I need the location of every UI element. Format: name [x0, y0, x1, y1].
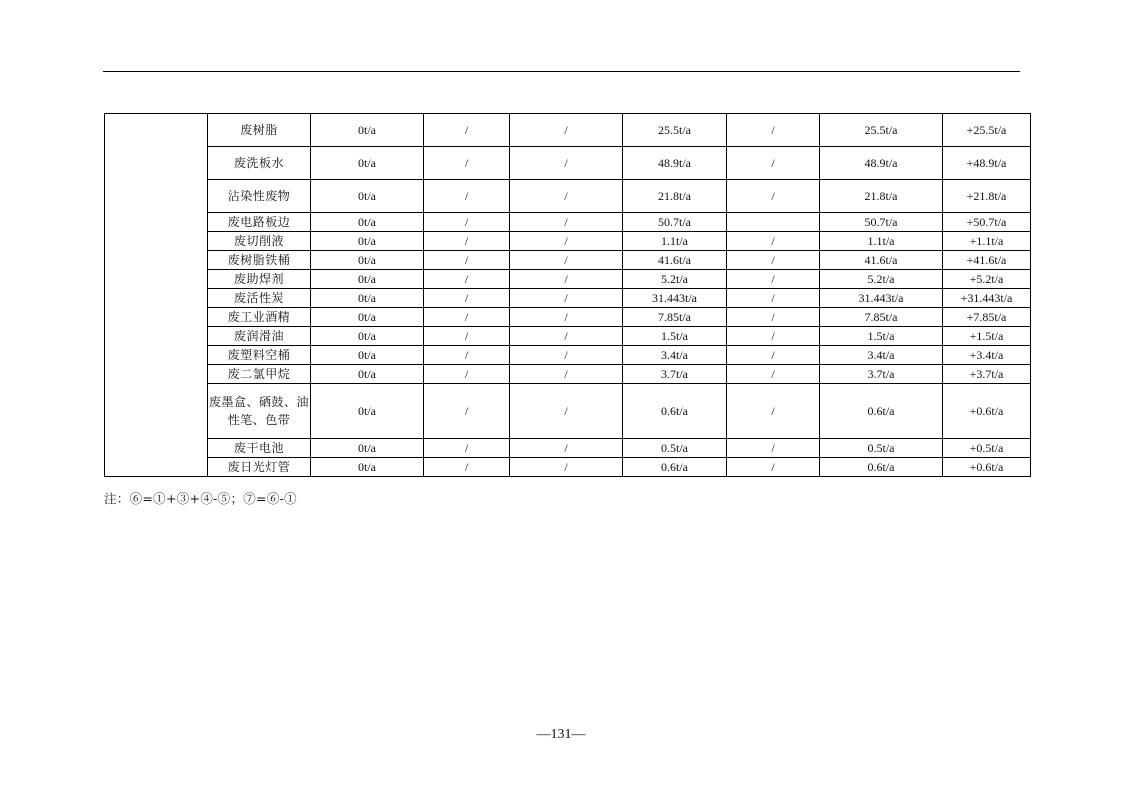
waste-name-cell: 废干电池 [208, 439, 311, 458]
total-amount-cell: 3.4t/a [820, 346, 943, 365]
baseline-amount-cell: 0t/a [311, 365, 424, 384]
waste-name-cell: 废工业酒精 [208, 308, 311, 327]
col3-cell: / [510, 251, 623, 270]
baseline-amount-cell: 0t/a [311, 147, 424, 180]
change-amount-cell: +5.2t/a [943, 270, 1031, 289]
col5-cell: / [727, 327, 820, 346]
total-amount-cell: 48.9t/a [820, 147, 943, 180]
col3-cell: / [510, 147, 623, 180]
table-row [105, 289, 1031, 308]
total-amount-cell: 0.6t/a [820, 458, 943, 477]
waste-name-cell: 废洗板水 [208, 147, 311, 180]
col3-cell: / [510, 114, 623, 147]
waste-name-cell: 废切削液 [208, 232, 311, 251]
baseline-amount-cell: 0t/a [311, 458, 424, 477]
project-amount-cell: 5.2t/a [623, 270, 727, 289]
total-amount-cell: 25.5t/a [820, 114, 943, 147]
baseline-amount-cell: 0t/a [311, 439, 424, 458]
col2-cell: / [424, 458, 510, 477]
col5-cell: / [727, 270, 820, 289]
change-amount-cell: +1.1t/a [943, 232, 1031, 251]
waste-name-cell: 废助焊剂 [208, 270, 311, 289]
col5-cell: / [727, 147, 820, 180]
col3-cell: / [510, 180, 623, 213]
change-amount-cell: +7.85t/a [943, 308, 1031, 327]
project-amount-cell: 31.443t/a [623, 289, 727, 308]
header-rule [103, 71, 1020, 72]
project-amount-cell: 3.7t/a [623, 365, 727, 384]
project-amount-cell: 0.5t/a [623, 439, 727, 458]
project-amount-cell: 1.1t/a [623, 232, 727, 251]
waste-name-cell: 沾染性废物 [208, 180, 311, 213]
col2-cell: / [424, 365, 510, 384]
total-amount-cell: 1.5t/a [820, 327, 943, 346]
waste-table-body [105, 114, 1031, 477]
baseline-amount-cell: 0t/a [311, 289, 424, 308]
change-amount-cell: +41.6t/a [943, 251, 1031, 270]
project-amount-cell: 21.8t/a [623, 180, 727, 213]
col2-cell: / [424, 114, 510, 147]
waste-name-cell: 废树脂 [208, 114, 311, 147]
project-amount-cell: 7.85t/a [623, 308, 727, 327]
waste-table [104, 113, 1031, 477]
table-row [105, 251, 1031, 270]
total-amount-cell: 0.6t/a [820, 384, 943, 439]
change-amount-cell: +25.5t/a [943, 114, 1031, 147]
waste-name-cell: 废日光灯管 [208, 458, 311, 477]
col2-cell: / [424, 213, 510, 232]
col2-cell: / [424, 180, 510, 213]
change-amount-cell: +50.7t/a [943, 213, 1031, 232]
change-amount-cell: +1.5t/a [943, 327, 1031, 346]
waste-name-cell: 废电路板边 [208, 213, 311, 232]
change-amount-cell: +3.7t/a [943, 365, 1031, 384]
col3-cell: / [510, 365, 623, 384]
col2-cell: / [424, 439, 510, 458]
col3-cell: / [510, 308, 623, 327]
total-amount-cell: 1.1t/a [820, 232, 943, 251]
total-amount-cell: 50.7t/a [820, 213, 943, 232]
baseline-amount-cell: 0t/a [311, 213, 424, 232]
table-row [105, 147, 1031, 180]
col2-cell: / [424, 289, 510, 308]
total-amount-cell: 41.6t/a [820, 251, 943, 270]
col5-cell: / [727, 232, 820, 251]
total-amount-cell: 31.443t/a [820, 289, 943, 308]
project-amount-cell: 1.5t/a [623, 327, 727, 346]
table-note: 注：⑥=①+③+④-⑤；⑦=⑥-① [104, 491, 297, 506]
col5-cell: / [727, 308, 820, 327]
waste-name-cell: 废树脂铁桶 [208, 251, 311, 270]
baseline-amount-cell: 0t/a [311, 180, 424, 213]
col5-cell: / [727, 180, 820, 213]
change-amount-cell: +48.9t/a [943, 147, 1031, 180]
change-amount-cell: +0.6t/a [943, 458, 1031, 477]
table-row [105, 308, 1031, 327]
col5-cell: / [727, 289, 820, 308]
col3-cell: / [510, 458, 623, 477]
project-amount-cell: 50.7t/a [623, 213, 727, 232]
baseline-amount-cell: 0t/a [311, 270, 424, 289]
page-number: —131— [536, 727, 586, 742]
total-amount-cell: 3.7t/a [820, 365, 943, 384]
table-row [105, 346, 1031, 365]
waste-name-cell: 废塑料空桶 [208, 346, 311, 365]
table-row [105, 232, 1031, 251]
project-amount-cell: 41.6t/a [623, 251, 727, 270]
total-amount-cell: 5.2t/a [820, 270, 943, 289]
category-cell [105, 114, 208, 477]
col3-cell: / [510, 384, 623, 439]
col5-cell: / [727, 384, 820, 439]
table-row [105, 439, 1031, 458]
baseline-amount-cell: 0t/a [311, 251, 424, 270]
col2-cell: / [424, 251, 510, 270]
total-amount-cell: 21.8t/a [820, 180, 943, 213]
col2-cell: / [424, 232, 510, 251]
waste-name-cell: 废润滑油 [208, 327, 311, 346]
baseline-amount-cell: 0t/a [311, 327, 424, 346]
total-amount-cell: 7.85t/a [820, 308, 943, 327]
baseline-amount-cell: 0t/a [311, 232, 424, 251]
project-amount-cell: 0.6t/a [623, 384, 727, 439]
change-amount-cell: +3.4t/a [943, 346, 1031, 365]
baseline-amount-cell: 0t/a [311, 384, 424, 439]
project-amount-cell: 3.4t/a [623, 346, 727, 365]
total-amount-cell: 0.5t/a [820, 439, 943, 458]
col2-cell: / [424, 327, 510, 346]
table-row [105, 384, 1031, 439]
col2-cell: / [424, 308, 510, 327]
col3-cell: / [510, 232, 623, 251]
col3-cell: / [510, 346, 623, 365]
table-row [105, 327, 1031, 346]
table-row [105, 458, 1031, 477]
table-row [105, 114, 1031, 147]
waste-name-cell: 废二氯甲烷 [208, 365, 311, 384]
col3-cell: / [510, 439, 623, 458]
waste-name-cell: 废活性炭 [208, 289, 311, 308]
change-amount-cell: +0.6t/a [943, 384, 1031, 439]
col5-cell: / [727, 346, 820, 365]
col5-cell: / [727, 458, 820, 477]
table-row [105, 213, 1031, 232]
change-amount-cell: +21.8t/a [943, 180, 1031, 213]
change-amount-cell: +0.5t/a [943, 439, 1031, 458]
project-amount-cell: 48.9t/a [623, 147, 727, 180]
table-row [105, 180, 1031, 213]
col3-cell: / [510, 327, 623, 346]
col5-cell: / [727, 114, 820, 147]
col3-cell: / [510, 289, 623, 308]
col5-cell [727, 213, 820, 232]
waste-name-cell: 废墨盒、硒鼓、油性笔、色带 [208, 384, 311, 439]
baseline-amount-cell: 0t/a [311, 346, 424, 365]
col2-cell: / [424, 147, 510, 180]
project-amount-cell: 25.5t/a [623, 114, 727, 147]
col5-cell: / [727, 439, 820, 458]
col2-cell: / [424, 346, 510, 365]
change-amount-cell: +31.443t/a [943, 289, 1031, 308]
table-row [105, 270, 1031, 289]
col3-cell: / [510, 270, 623, 289]
baseline-amount-cell: 0t/a [311, 114, 424, 147]
baseline-amount-cell: 0t/a [311, 308, 424, 327]
project-amount-cell: 0.6t/a [623, 458, 727, 477]
col2-cell: / [424, 384, 510, 439]
col5-cell: / [727, 251, 820, 270]
table-row [105, 365, 1031, 384]
col5-cell: / [727, 365, 820, 384]
col3-cell: / [510, 213, 623, 232]
col2-cell: / [424, 270, 510, 289]
